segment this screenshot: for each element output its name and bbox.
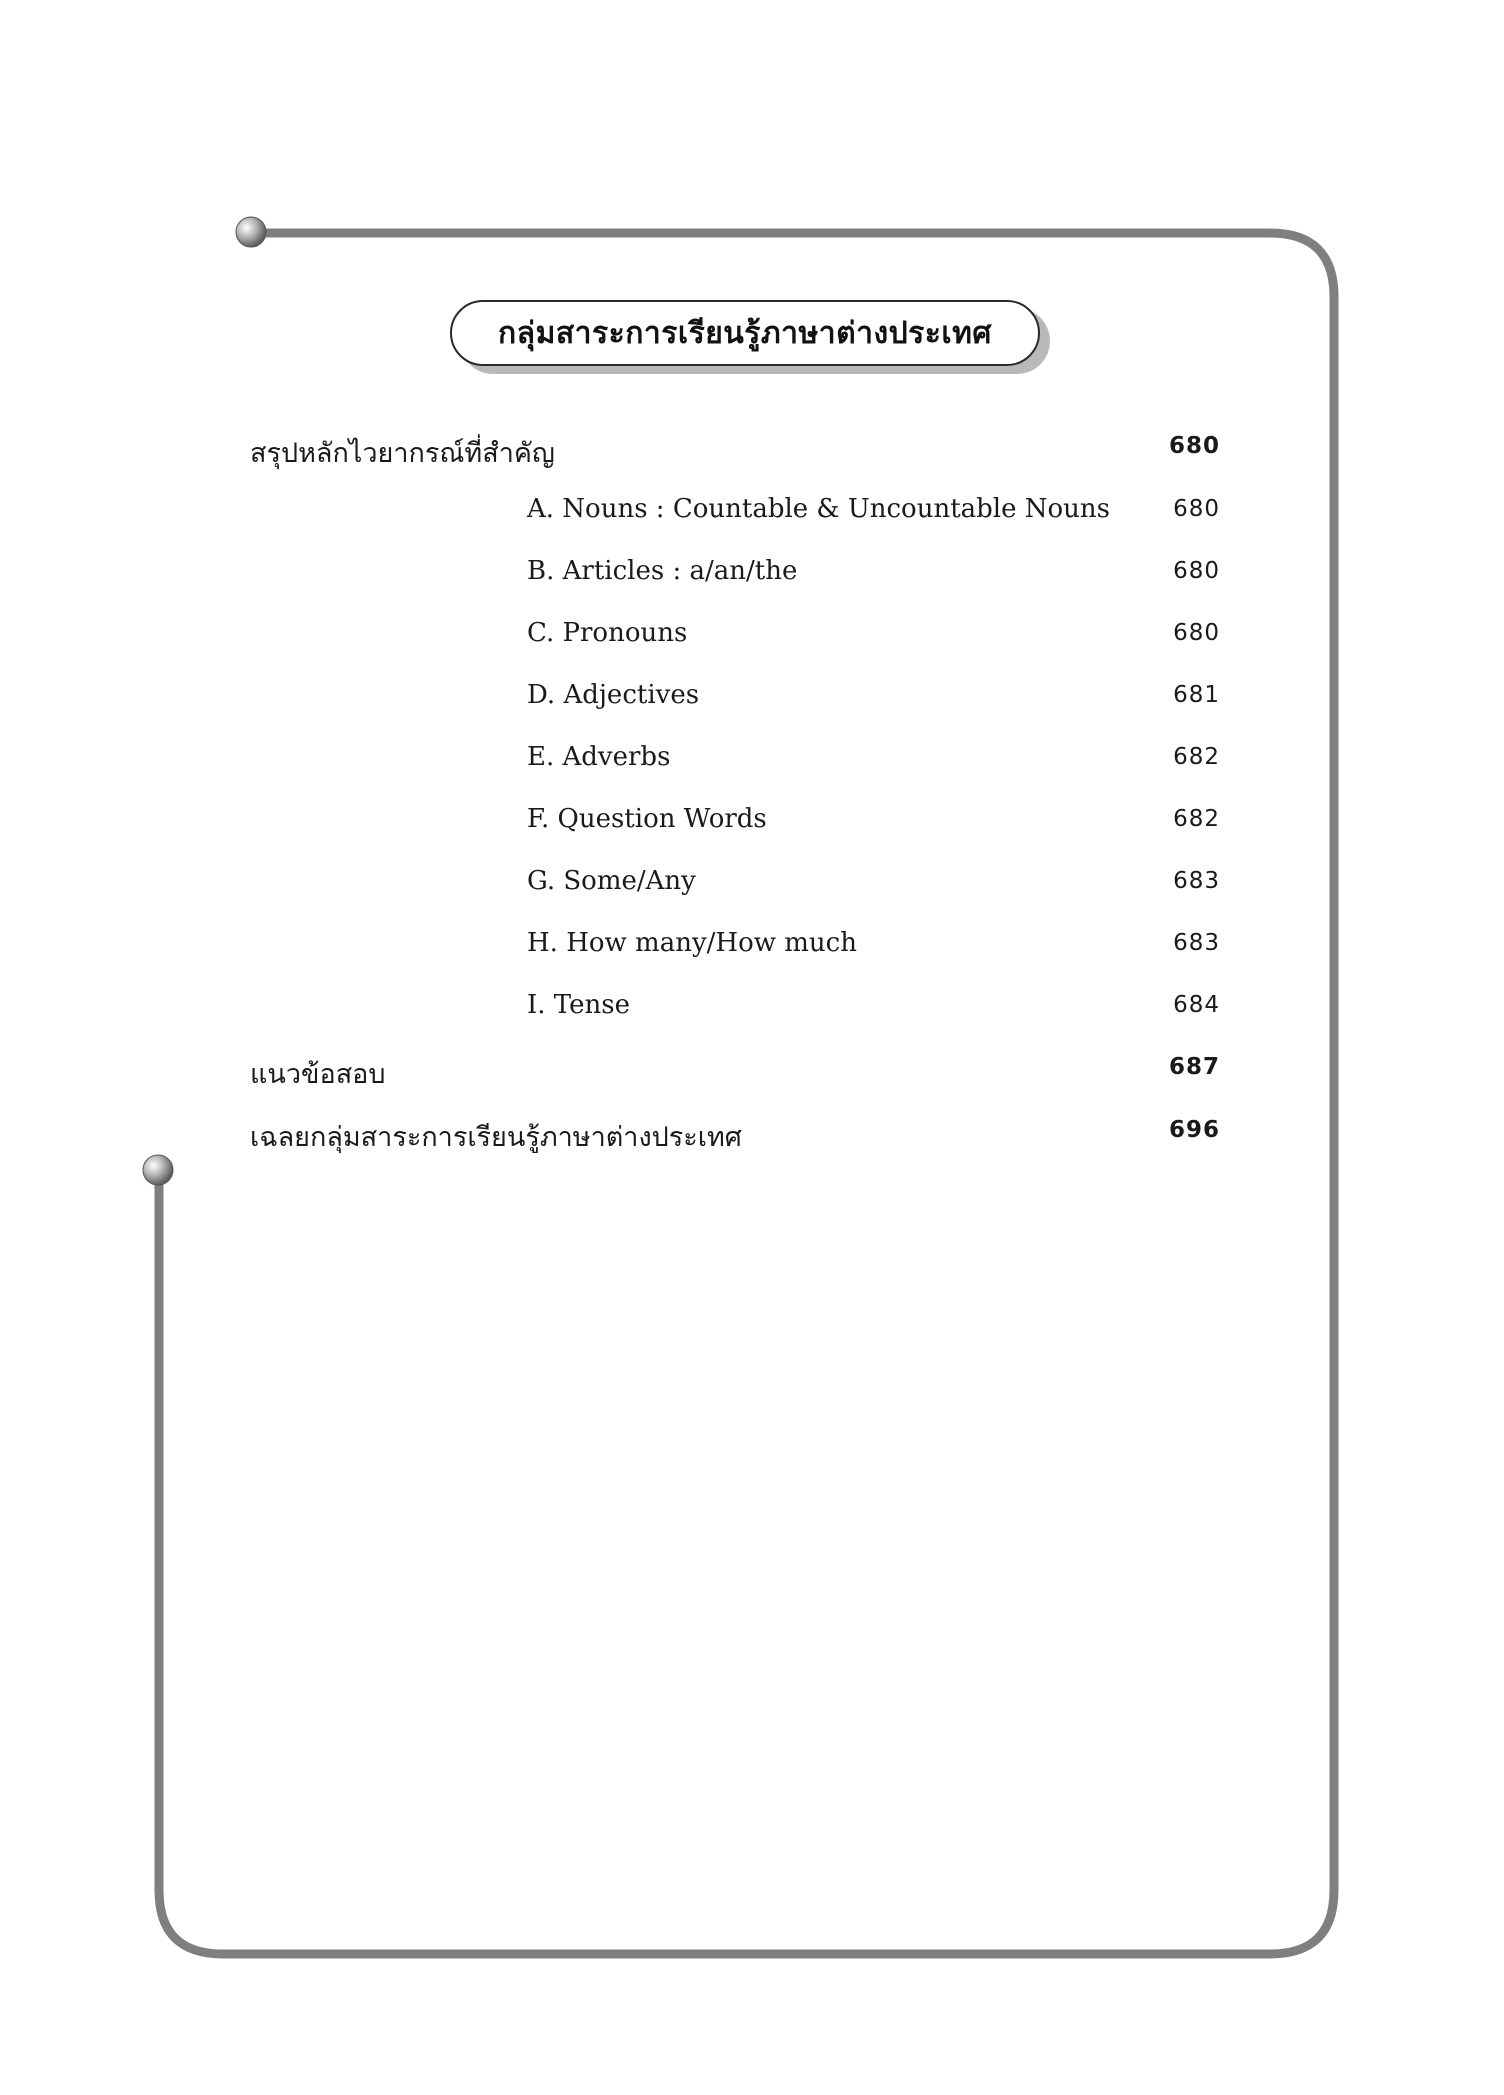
toc-row bbox=[250, 556, 1220, 606]
toc-page-number: 680 bbox=[1173, 496, 1220, 522]
toc-label: D. Adjectives bbox=[527, 680, 700, 710]
toc-page-number: 682 bbox=[1173, 806, 1220, 832]
toc-page-number: 684 bbox=[1173, 992, 1220, 1018]
toc-row bbox=[250, 680, 1220, 730]
toc-row bbox=[250, 1052, 1220, 1102]
toc-page-number: 696 bbox=[1168, 1117, 1220, 1143]
toc-row bbox=[250, 866, 1220, 916]
toc-label: A. Nouns : Countable & Uncountable Nouns bbox=[527, 494, 1110, 524]
toc-row bbox=[250, 928, 1220, 978]
toc-row bbox=[250, 1115, 1220, 1165]
toc-label: สรุปหลักไวยากรณ์ที่สำคัญ bbox=[250, 438, 555, 469]
toc-label: E. Adverbs bbox=[527, 742, 671, 772]
toc-row bbox=[250, 804, 1220, 854]
ornament-ball-left bbox=[143, 1155, 173, 1185]
toc-row bbox=[250, 742, 1220, 792]
toc-page-number: 683 bbox=[1173, 930, 1220, 956]
toc-label: แนวข้อสอบ bbox=[250, 1059, 386, 1090]
toc-page-number: 682 bbox=[1173, 744, 1220, 770]
page-title: กลุ่มสาระการเรียนรู้ภาษาต่างประเทศ bbox=[450, 300, 1040, 366]
toc-label: H. How many/How much bbox=[527, 928, 857, 958]
toc-label: เฉลยกลุ่มสาระการเรียนรู้ภาษาต่างประเทศ bbox=[250, 1122, 742, 1153]
toc-label: I. Tense bbox=[527, 990, 630, 1020]
toc-label: F. Question Words bbox=[527, 804, 767, 834]
toc-row bbox=[250, 990, 1220, 1040]
toc-page-number: 680 bbox=[1168, 433, 1220, 459]
toc-row bbox=[250, 618, 1220, 668]
toc-page-number: 680 bbox=[1173, 558, 1220, 584]
toc-row bbox=[250, 494, 1220, 544]
toc-label: B. Articles : a/an/the bbox=[527, 556, 798, 586]
toc-row bbox=[250, 431, 1220, 481]
toc-label: G. Some/Any bbox=[527, 866, 696, 896]
title-box bbox=[450, 300, 1042, 368]
toc-page-number: 687 bbox=[1168, 1054, 1220, 1080]
ornament-ball-top bbox=[236, 217, 266, 247]
toc-page-number: 683 bbox=[1173, 868, 1220, 894]
toc-page-number: 680 bbox=[1173, 620, 1220, 646]
toc-label: C. Pronouns bbox=[527, 618, 688, 648]
toc-page-number: 681 bbox=[1173, 682, 1220, 708]
